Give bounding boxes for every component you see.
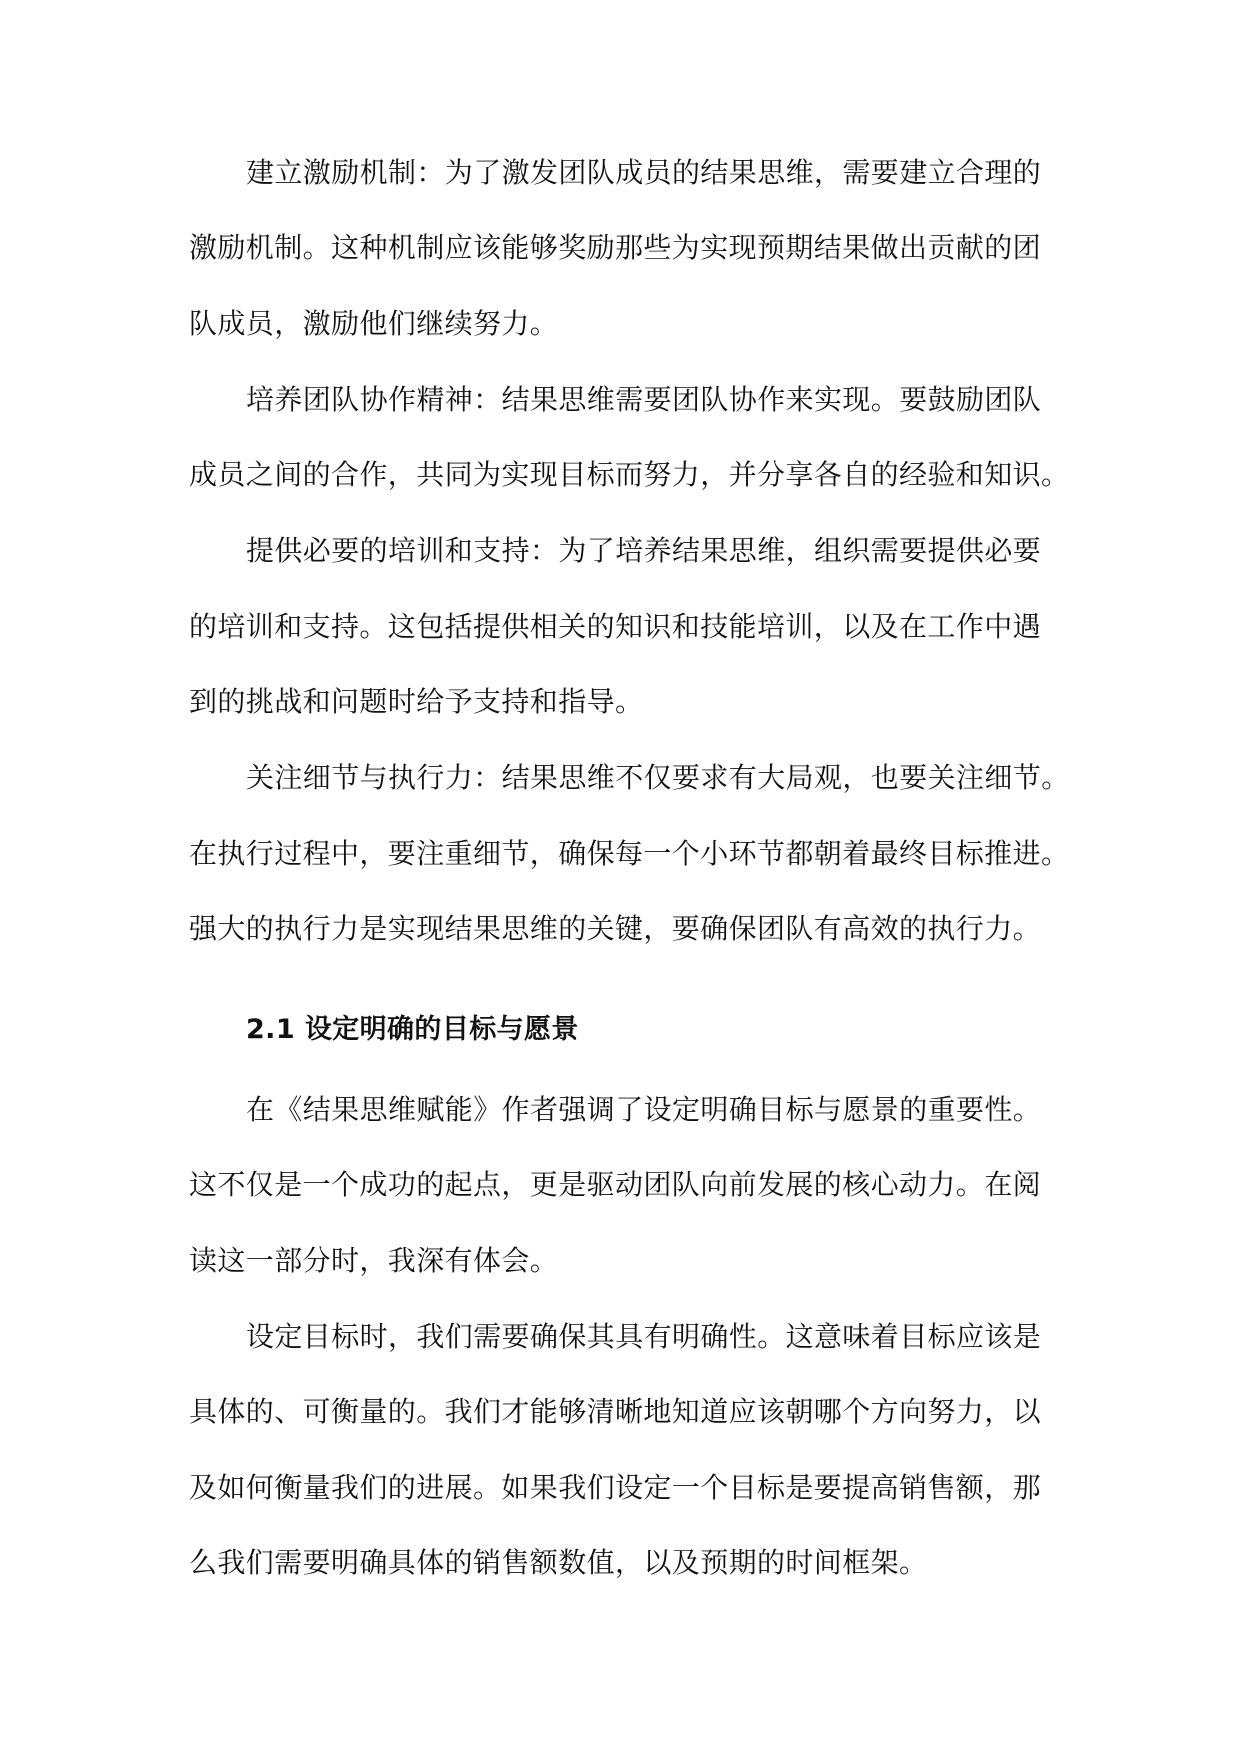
section-heading: 2.1 设定明确的目标与愿景 <box>246 1014 579 1045</box>
paragraph-line: 提供必要的培训和支持：为了培养结果思维，组织需要提供必要 <box>246 534 1042 567</box>
paragraph-line: 培养团队协作精神：结果思维需要团队协作来实现。要鼓励团队 <box>246 383 1042 416</box>
paragraph-line: 这不仅是一个成功的起点，更是驱动团队向前发展的核心动力。在阅 <box>189 1168 1042 1201</box>
paragraph-line: 设定目标时，我们需要确保其具有明确性。这意味着目标应该是 <box>246 1320 1042 1353</box>
paragraph-line: 读这一部分时，我深有体会。 <box>189 1244 559 1277</box>
paragraph-line: 具体的、可衡量的。我们才能够清晰地知道应该朝哪个方向努力，以 <box>189 1395 1042 1428</box>
paragraph-line: 队成员，激励他们继续努力。 <box>189 307 559 340</box>
paragraph-line: 建立激励机制：为了激发团队成员的结果思维，需要建立合理的 <box>246 156 1042 189</box>
paragraph-line: 成员之间的合作，共同为实现目标而努力，并分享各自的经验和知识。 <box>189 458 1070 491</box>
paragraph-line: 到的挑战和问题时给予支持和指导。 <box>189 685 644 718</box>
paragraph-line: 强大的执行力是实现结果思维的关键，要确保团队有高效的执行力。 <box>189 912 1042 945</box>
paragraph-line: 在执行过程中，要注重细节，确保每一个小环节都朝着最终目标推进。 <box>189 837 1070 870</box>
paragraph-line: 在《结果思维赋能》作者强调了设定明确目标与愿景的重要性。 <box>246 1093 1042 1126</box>
paragraph-line: 么我们需要明确具体的销售额数值，以及预期的时间框架。 <box>189 1546 928 1579</box>
paragraph-line: 及如何衡量我们的进展。如果我们设定一个目标是要提高销售额，那 <box>189 1471 1042 1504</box>
paragraph-line: 关注细节与执行力：结果思维不仅要求有大局观，也要关注细节。 <box>246 761 1070 794</box>
paragraph-line: 的培训和支持。这包括提供相关的知识和技能培训，以及在工作中遇 <box>189 610 1042 643</box>
paragraph-line: 激励机制。这种机制应该能够奖励那些为实现预期结果做出贡献的团 <box>189 231 1042 264</box>
